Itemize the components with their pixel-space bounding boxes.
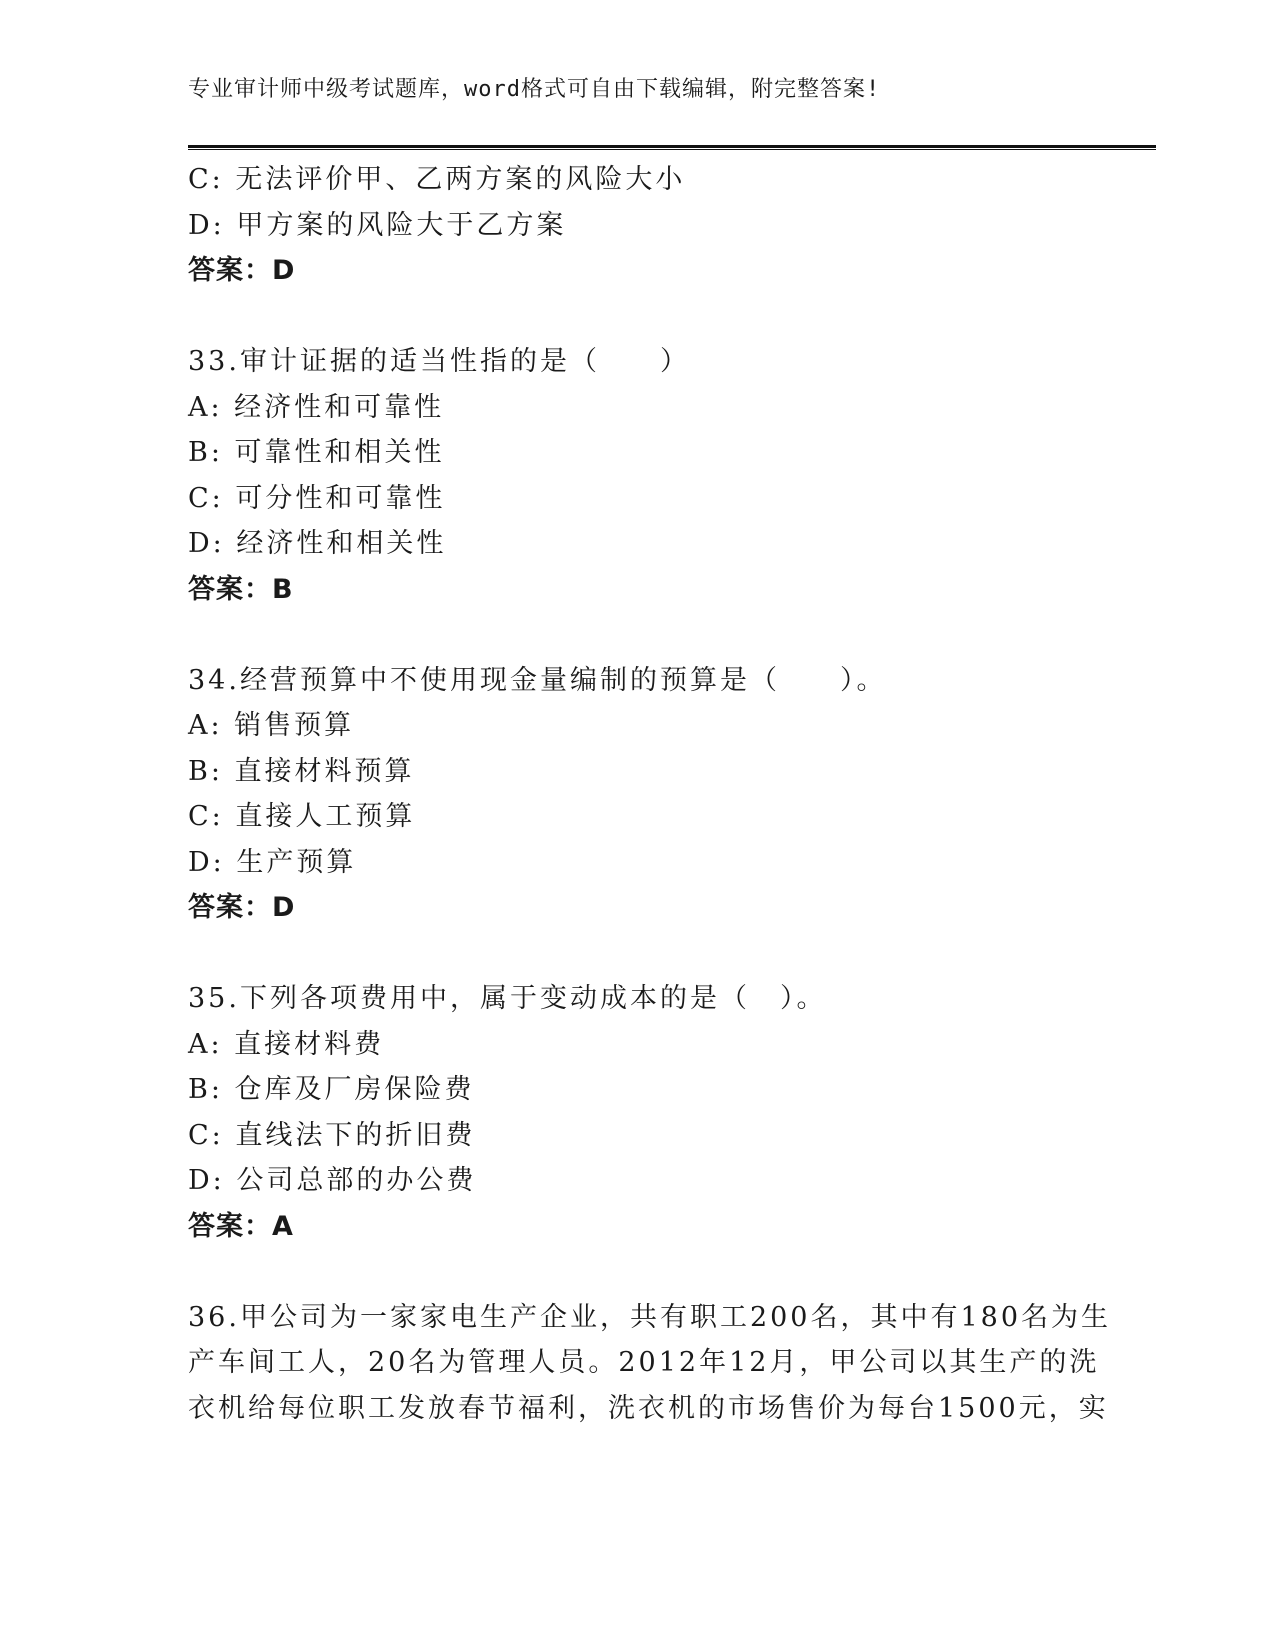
question-stem: 33.审计证据的适当性指的是（ ）: [188, 346, 690, 377]
answer-label: 答案：B: [188, 573, 294, 605]
question-stem: 34.经营预算中不使用现金量编制的预算是（ ）。: [188, 664, 887, 696]
question-34: [188, 658, 1088, 931]
option-d: D: 生产预算: [188, 846, 357, 878]
answer-label: 答案：D: [188, 892, 296, 923]
spacer: [188, 931, 1088, 977]
option-c: C: 直接人工预算: [188, 801, 416, 832]
option-b: B: 仓库及厂房保险费: [188, 1074, 475, 1105]
spacer: [188, 612, 1088, 658]
option-d: D: 甲方案的风险大于乙方案: [188, 209, 567, 241]
question-stem-line: 36.甲公司为一家家电生产企业，共有职工200名，其中有180名为生: [188, 1301, 1112, 1333]
spacer: [188, 294, 1088, 340]
option-c: C: 可分性和可靠性: [188, 482, 446, 514]
question-stem: 35.下列各项费用中，属于变动成本的是（ ）。: [188, 983, 827, 1014]
question-36: [188, 1295, 1112, 1432]
question-stem-line: 产车间工人，20名为管理人员。2012年12月，甲公司以其生产的洗: [188, 1347, 1100, 1378]
answer-label: 答案：A: [188, 1210, 294, 1242]
header-divider: [188, 145, 1156, 150]
option-c: C: 直线法下的折旧费: [188, 1119, 476, 1151]
option-a: A: 直接材料费: [188, 1028, 385, 1060]
question-32-tail: [188, 157, 1088, 294]
option-d: D: 经济性和相关性: [188, 528, 447, 559]
document-body: [188, 157, 1112, 1431]
option-a: A: 销售预算: [188, 710, 355, 741]
option-b: B: 直接材料预算: [188, 755, 415, 787]
option-b: B: 可靠性和相关性: [188, 437, 445, 468]
option-c: C: 无法评价甲、乙两方案的风险大小: [188, 164, 686, 195]
question-35: [188, 976, 1088, 1249]
option-d: D: 公司总部的办公费: [188, 1165, 477, 1196]
question-stem-line: 衣机给每位职工发放春节福利，洗衣机的市场售价为每台1500元，实: [188, 1392, 1109, 1424]
question-33: [188, 339, 1088, 612]
spacer: [188, 1249, 1088, 1295]
option-a: A: 经济性和可靠性: [188, 391, 445, 423]
answer-label: 答案：D: [188, 255, 296, 286]
page-header: 专业审计师中级考试题库，word格式可自由下载编辑，附完整答案!: [188, 77, 881, 102]
